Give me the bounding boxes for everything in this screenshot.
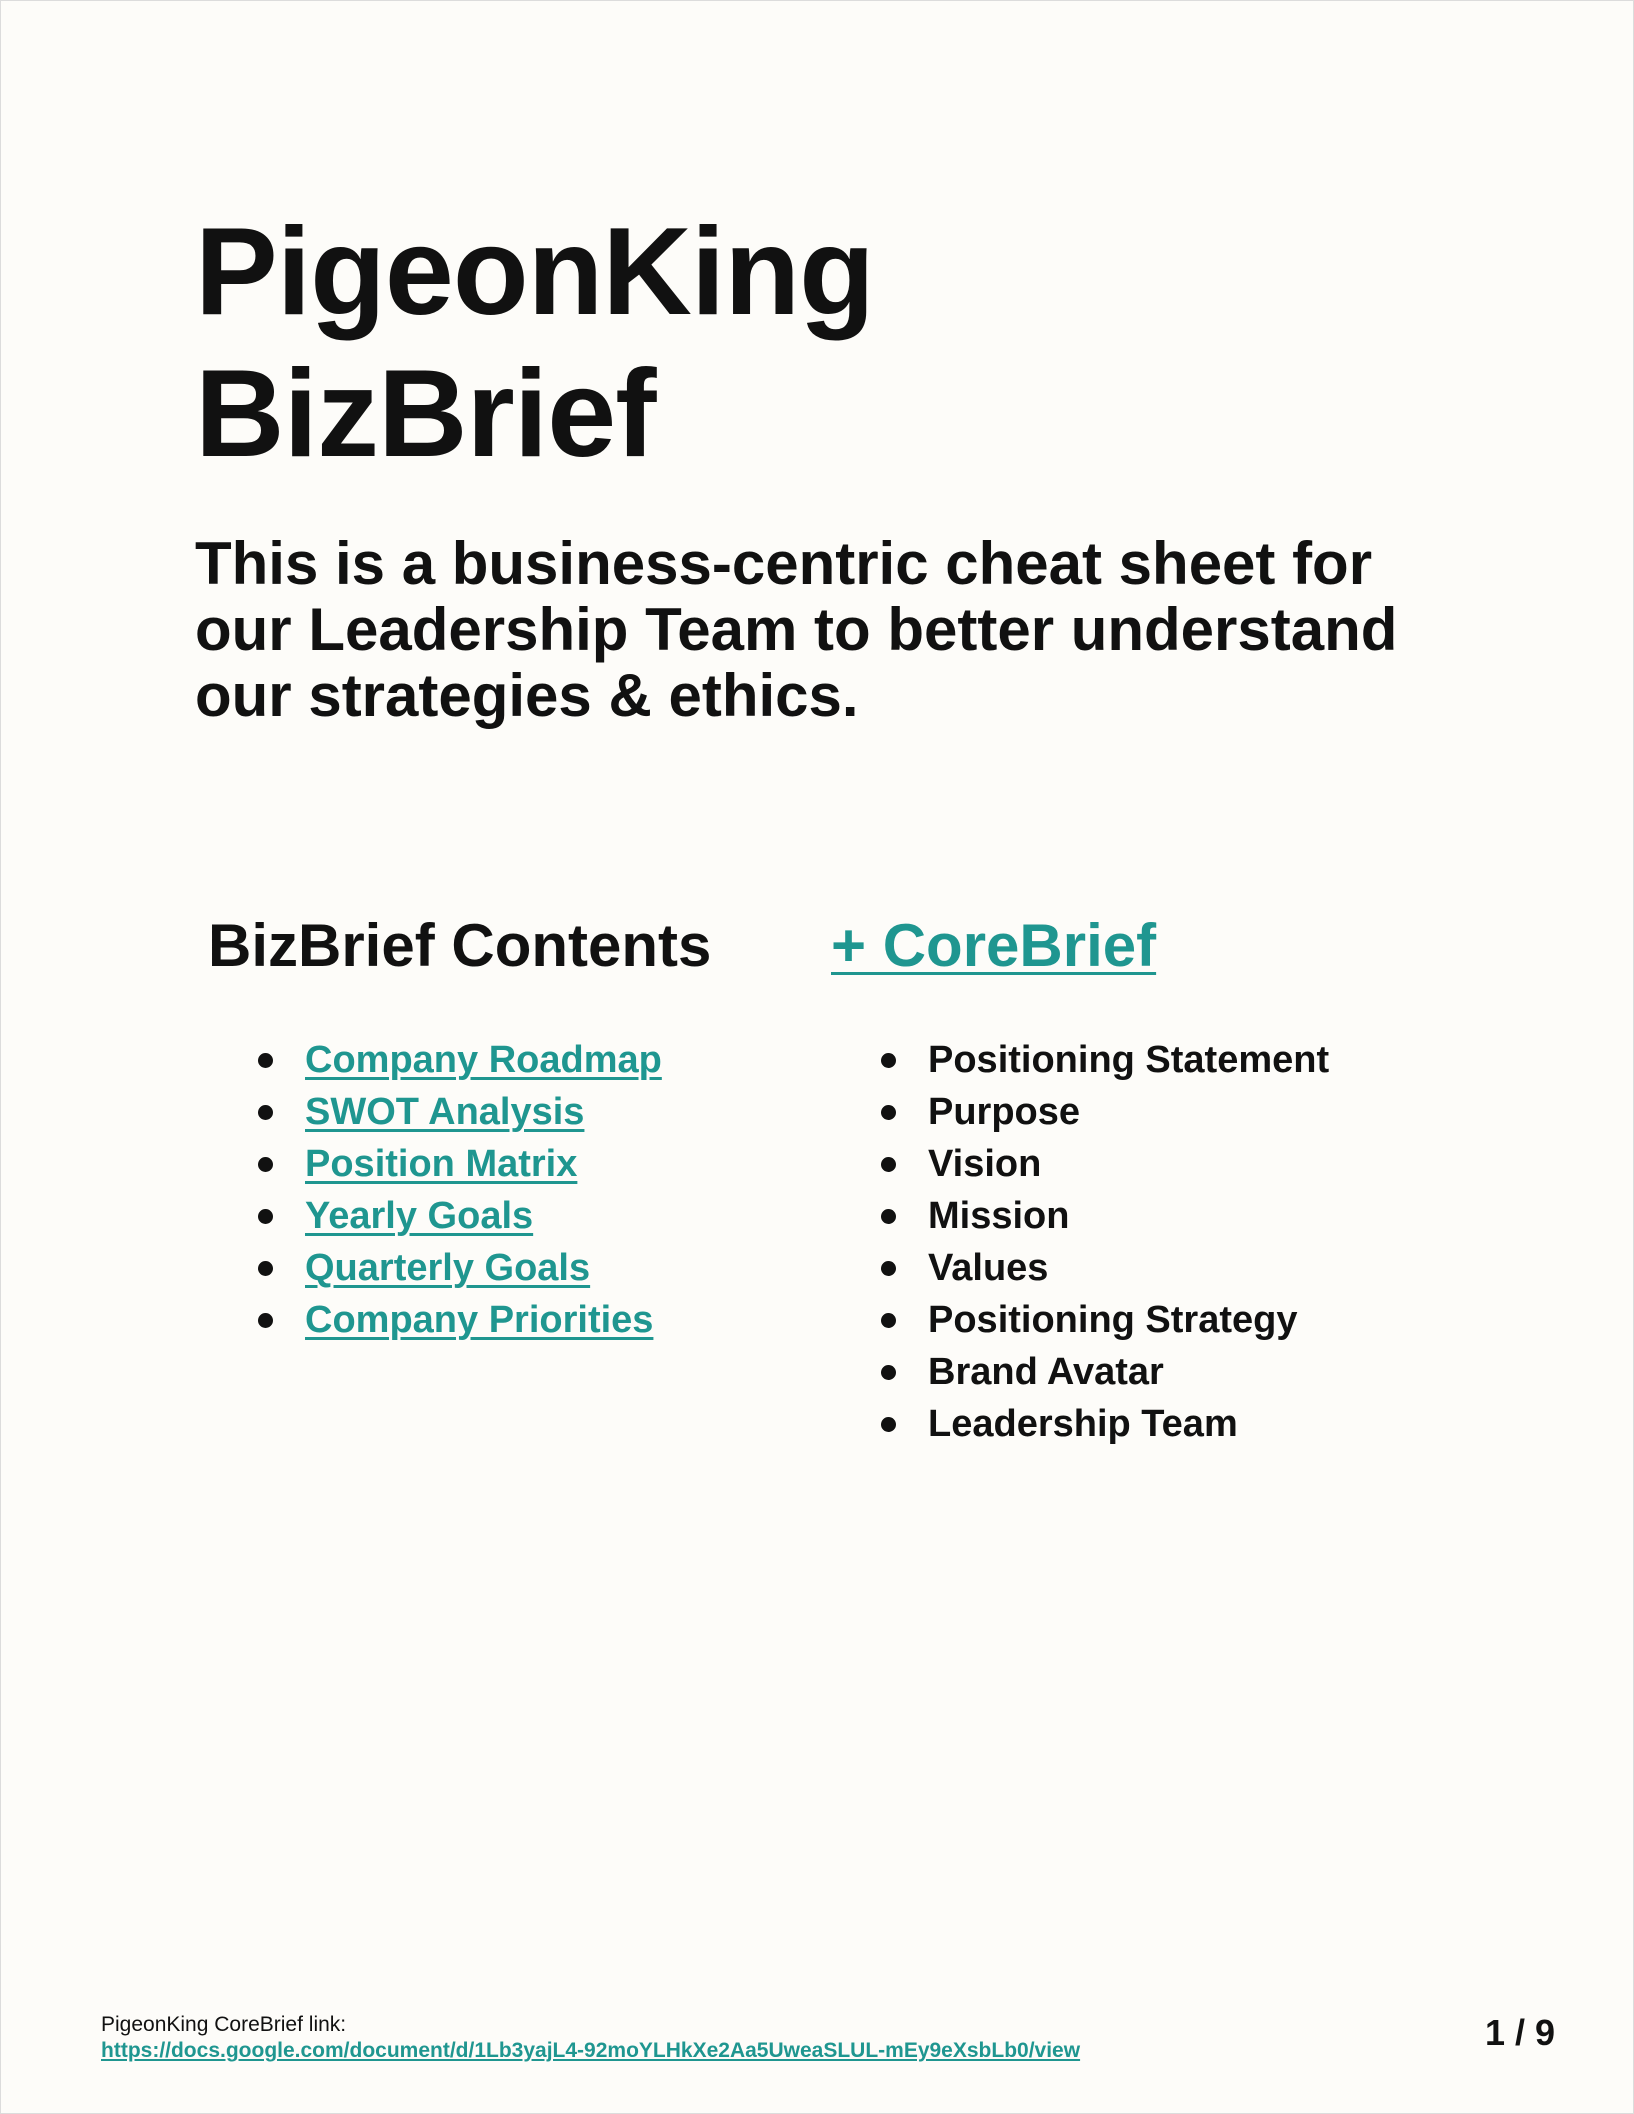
contents-link-company-roadmap[interactable]: Company Roadmap (305, 1039, 662, 1081)
bullet-icon (258, 1209, 273, 1224)
footer-label: PigeonKing CoreBrief link: (101, 2013, 347, 2036)
list-item (258, 1086, 662, 1138)
contents-link-company-priorities[interactable]: Company Priorities (305, 1299, 654, 1341)
list-item (881, 1346, 1329, 1398)
bullet-icon (881, 1105, 896, 1120)
title-line-1: PigeonKing (195, 203, 874, 341)
list-item (258, 1138, 662, 1190)
bullet-icon (881, 1313, 896, 1328)
bizbrief-contents-list (258, 1034, 662, 1346)
contents-link-position-matrix[interactable]: Position Matrix (305, 1143, 578, 1185)
contents-link-swot-analysis[interactable]: SWOT Analysis (305, 1091, 585, 1133)
document-title (195, 201, 874, 485)
corebrief-heading-link[interactable]: + CoreBrief (831, 912, 1157, 979)
bizbrief-contents-heading: BizBrief Contents (208, 912, 712, 979)
list-item (258, 1034, 662, 1086)
bullet-icon (881, 1209, 896, 1224)
list-item (258, 1294, 662, 1346)
bullet-icon (258, 1105, 273, 1120)
bullet-icon (258, 1157, 273, 1172)
bullet-icon (881, 1417, 896, 1432)
list-item (881, 1242, 1329, 1294)
bullet-icon (258, 1313, 273, 1328)
list-item (881, 1138, 1329, 1190)
bullet-icon (881, 1053, 896, 1068)
corebrief-item-label: Leadership Team (928, 1403, 1238, 1445)
corebrief-item-label: Positioning Strategy (928, 1299, 1298, 1341)
list-item (881, 1034, 1329, 1086)
list-item (881, 1294, 1329, 1346)
list-item (258, 1242, 662, 1294)
page-number: 1 / 9 (1485, 2012, 1556, 2053)
bullet-icon (881, 1157, 896, 1172)
document-subtitle: This is a business-centric cheat sheet for our Leadership Team to better understand our strategies & ethics. (195, 530, 1398, 729)
corebrief-item-label: Values (928, 1247, 1049, 1289)
list-item (881, 1398, 1329, 1450)
bullet-icon (258, 1261, 273, 1276)
corebrief-item-label: Mission (928, 1195, 1070, 1237)
contents-link-quarterly-goals[interactable]: Quarterly Goals (305, 1247, 591, 1289)
footer-corebrief-link[interactable]: https://docs.google.com/document/d/1Lb3yajL4-92moYLHkXe2Aa5UweaSLUL-mEy9eXsbLb0/view (101, 2039, 1081, 2062)
contents-link-yearly-goals[interactable]: Yearly Goals (305, 1195, 534, 1237)
bullet-icon (258, 1053, 273, 1068)
bullet-icon (881, 1261, 896, 1276)
corebrief-contents-list (881, 1034, 1329, 1450)
corebrief-item-label: Positioning Statement (928, 1039, 1330, 1081)
title-line-2: BizBrief (195, 345, 656, 483)
list-item (881, 1086, 1329, 1138)
corebrief-item-label: Purpose (928, 1091, 1081, 1133)
corebrief-item-label: Vision (928, 1143, 1042, 1185)
list-item (258, 1190, 662, 1242)
corebrief-item-label: Brand Avatar (928, 1351, 1164, 1393)
bullet-icon (881, 1365, 896, 1380)
list-item (881, 1190, 1329, 1242)
